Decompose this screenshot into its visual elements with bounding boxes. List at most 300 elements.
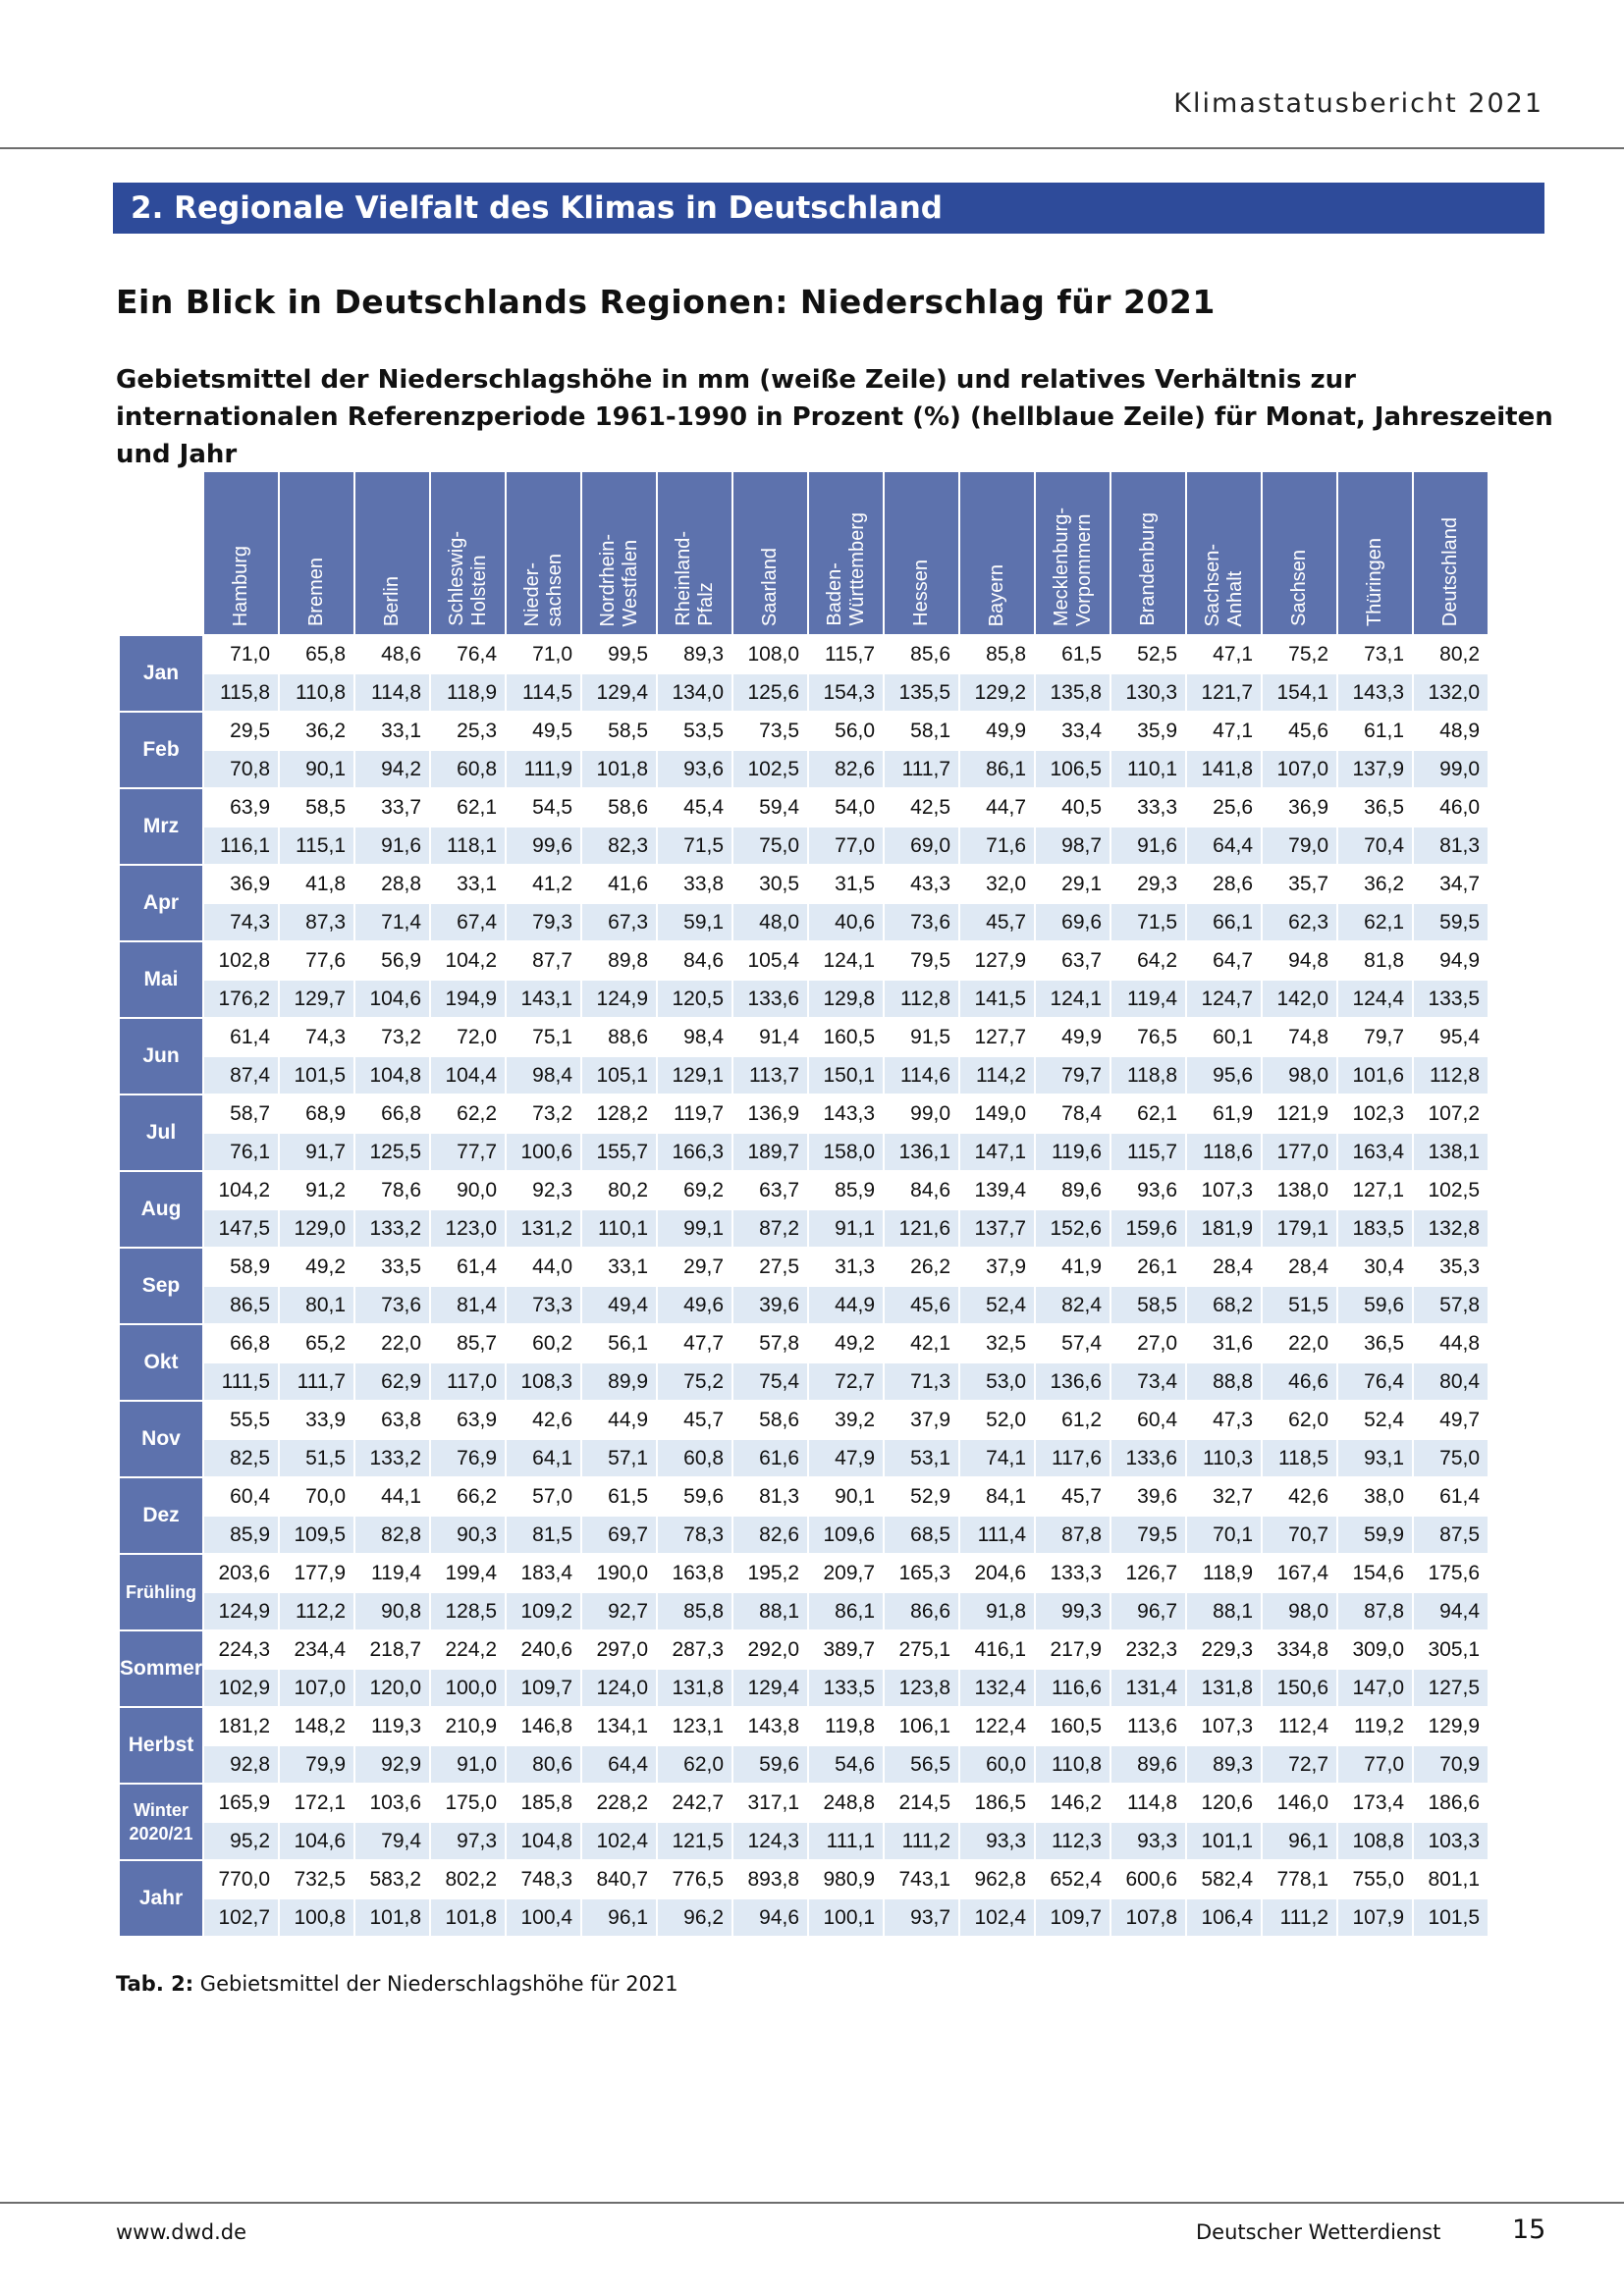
table-cell: 600,6 bbox=[1111, 1861, 1185, 1897]
table-cell: 68,9 bbox=[280, 1095, 353, 1132]
table-cell: 195,2 bbox=[733, 1555, 807, 1591]
column-header-label: Nordrhein- Westfalen bbox=[596, 533, 641, 626]
table-cell: 172,1 bbox=[280, 1785, 353, 1821]
table-cell: 137,7 bbox=[960, 1210, 1034, 1247]
table-cell: 86,5 bbox=[204, 1287, 278, 1323]
table-cell: 131,8 bbox=[658, 1670, 731, 1706]
table-cell: 141,5 bbox=[960, 981, 1034, 1017]
table-cell: 204,6 bbox=[960, 1555, 1034, 1591]
column-header-label: Bayern bbox=[986, 563, 1008, 626]
table-cell: 123,8 bbox=[885, 1670, 958, 1706]
table-cell: 102,5 bbox=[733, 751, 807, 787]
row-header: Sep bbox=[120, 1249, 202, 1323]
table-cell: 44,9 bbox=[582, 1402, 656, 1438]
table-cell: 44,8 bbox=[1414, 1325, 1488, 1362]
table-row-percent bbox=[120, 1363, 1488, 1400]
table-cell: 73,4 bbox=[1111, 1363, 1185, 1400]
table-cell: 49,2 bbox=[809, 1325, 883, 1362]
table-cell: 44,9 bbox=[809, 1287, 883, 1323]
column-header-label: Hessen bbox=[910, 560, 933, 626]
column-header-label: Baden- Württemberg bbox=[823, 512, 868, 626]
table-cell: 109,2 bbox=[507, 1593, 580, 1629]
table-cell: 127,1 bbox=[1338, 1172, 1412, 1208]
table-row-percent bbox=[120, 1746, 1488, 1783]
table-cell: 61,5 bbox=[1036, 636, 1110, 672]
column-header bbox=[809, 472, 883, 634]
table-cell: 111,9 bbox=[507, 751, 580, 787]
table-cell: 203,6 bbox=[204, 1555, 278, 1591]
table-cell: 62,2 bbox=[431, 1095, 505, 1132]
table-cell: 82,3 bbox=[582, 828, 656, 864]
table-cell: 121,5 bbox=[658, 1823, 731, 1859]
table-cell: 119,2 bbox=[1338, 1708, 1412, 1744]
column-header bbox=[1187, 472, 1261, 634]
table-cell: 77,6 bbox=[280, 942, 353, 979]
table-cell: 91,0 bbox=[431, 1746, 505, 1783]
table-row-mm bbox=[120, 1249, 1488, 1285]
table-cell: 59,6 bbox=[733, 1746, 807, 1783]
table-cell: 74,3 bbox=[204, 904, 278, 940]
table-cell: 165,3 bbox=[885, 1555, 958, 1591]
table-cell: 61,2 bbox=[1036, 1402, 1110, 1438]
table-cell: 101,8 bbox=[431, 1899, 505, 1936]
table-cell: 91,2 bbox=[280, 1172, 353, 1208]
table-cell: 119,6 bbox=[1036, 1134, 1110, 1170]
table-cell: 44,1 bbox=[355, 1478, 429, 1515]
row-header: Frühling bbox=[120, 1555, 202, 1629]
table-cell: 76,1 bbox=[204, 1134, 278, 1170]
page-subtitle: Ein Blick in Deutschlands Regionen: Niederschlag für 2021 bbox=[116, 283, 1216, 321]
table-cell: 70,8 bbox=[204, 751, 278, 787]
table-cell: 73,2 bbox=[355, 1019, 429, 1055]
table-cell: 88,8 bbox=[1187, 1363, 1261, 1400]
table-cell: 59,9 bbox=[1338, 1517, 1412, 1553]
table-cell: 47,9 bbox=[809, 1440, 883, 1476]
table-cell: 111,2 bbox=[885, 1823, 958, 1859]
table-cell: 134,0 bbox=[658, 674, 731, 711]
table-cell: 177,9 bbox=[280, 1555, 353, 1591]
table-cell: 49,2 bbox=[280, 1249, 353, 1285]
table-cell: 79,7 bbox=[1338, 1019, 1412, 1055]
table-cell: 67,3 bbox=[582, 904, 656, 940]
table-cell: 85,8 bbox=[960, 636, 1034, 672]
column-header bbox=[582, 472, 656, 634]
table-cell: 81,8 bbox=[1338, 942, 1412, 979]
table-cell: 104,2 bbox=[431, 942, 505, 979]
table-cell: 42,5 bbox=[885, 789, 958, 826]
table-cell: 112,3 bbox=[1036, 1823, 1110, 1859]
table-cell: 39,6 bbox=[733, 1287, 807, 1323]
column-header bbox=[733, 472, 807, 634]
table-row-percent bbox=[120, 1210, 1488, 1247]
table-cell: 240,6 bbox=[507, 1631, 580, 1668]
table-cell: 117,6 bbox=[1036, 1440, 1110, 1476]
table-cell: 91,7 bbox=[280, 1134, 353, 1170]
table-row-mm bbox=[120, 1555, 1488, 1591]
table-cell: 101,5 bbox=[280, 1057, 353, 1094]
table-cell: 82,6 bbox=[733, 1517, 807, 1553]
table-cell: 106,5 bbox=[1036, 751, 1110, 787]
table-cell: 80,2 bbox=[1414, 636, 1488, 672]
table-cell: 33,9 bbox=[280, 1402, 353, 1438]
table-cell: 77,0 bbox=[809, 828, 883, 864]
table-cell: 209,7 bbox=[809, 1555, 883, 1591]
table-cell: 52,9 bbox=[885, 1478, 958, 1515]
table-cell: 68,2 bbox=[1187, 1287, 1261, 1323]
table-cell: 64,2 bbox=[1111, 942, 1185, 979]
table-cell: 109,7 bbox=[507, 1670, 580, 1706]
table-cell: 71,3 bbox=[885, 1363, 958, 1400]
table-row-percent bbox=[120, 1134, 1488, 1170]
table-cell: 90,1 bbox=[809, 1478, 883, 1515]
table-cell: 31,5 bbox=[809, 866, 883, 902]
table-cell: 166,3 bbox=[658, 1134, 731, 1170]
table-cell: 45,7 bbox=[1036, 1478, 1110, 1515]
table-cell: 37,9 bbox=[960, 1249, 1034, 1285]
table-cell: 146,8 bbox=[507, 1708, 580, 1744]
table-row-mm bbox=[120, 1631, 1488, 1668]
table-cell: 85,8 bbox=[658, 1593, 731, 1629]
row-header: Feb bbox=[120, 713, 202, 787]
table-cell: 36,2 bbox=[280, 713, 353, 749]
table-cell: 59,6 bbox=[658, 1478, 731, 1515]
table-description: Gebietsmittel der Niederschlagshöhe in mm (weiße Zeile) und relatives Verhältnis zur internationalen Referenzperiode 1961-1990 in Prozent (%) (hellblaue Zeile) für Monat, Jahreszeiten und Jahr bbox=[116, 365, 1553, 469]
table-cell: 176,2 bbox=[204, 981, 278, 1017]
table-cell: 136,9 bbox=[733, 1095, 807, 1132]
row-header: Nov bbox=[120, 1402, 202, 1476]
table-cell: 91,4 bbox=[733, 1019, 807, 1055]
table-cell: 109,7 bbox=[1036, 1899, 1110, 1936]
table-cell: 61,4 bbox=[204, 1019, 278, 1055]
table-cell: 96,1 bbox=[582, 1899, 656, 1936]
page-number: 15 bbox=[1512, 2215, 1546, 2245]
table-cell: 94,8 bbox=[1263, 942, 1336, 979]
table-cell: 61,4 bbox=[1414, 1478, 1488, 1515]
column-header-label: Nieder- sachsen bbox=[520, 553, 566, 626]
table-cell: 124,7 bbox=[1187, 981, 1261, 1017]
table-cell: 80,2 bbox=[582, 1172, 656, 1208]
table-cell: 317,1 bbox=[733, 1785, 807, 1821]
table-row-mm bbox=[120, 636, 1488, 672]
table-cell: 150,6 bbox=[1263, 1670, 1336, 1706]
table-cell: 104,6 bbox=[280, 1823, 353, 1859]
table-cell: 47,1 bbox=[1187, 713, 1261, 749]
table-cell: 117,0 bbox=[431, 1363, 505, 1400]
table-cell: 106,1 bbox=[885, 1708, 958, 1744]
column-header-label: Bremen bbox=[305, 557, 328, 626]
table-cell: 732,5 bbox=[280, 1861, 353, 1897]
table-cell: 129,1 bbox=[658, 1057, 731, 1094]
table-cell: 583,2 bbox=[355, 1861, 429, 1897]
table-cell: 112,8 bbox=[885, 981, 958, 1017]
table-cell: 74,3 bbox=[280, 1019, 353, 1055]
table-cell: 163,8 bbox=[658, 1555, 731, 1591]
table-cell: 63,9 bbox=[431, 1402, 505, 1438]
table-cell: 70,7 bbox=[1263, 1517, 1336, 1553]
column-header bbox=[658, 472, 731, 634]
table-cell: 32,5 bbox=[960, 1325, 1034, 1362]
table-cell: 67,4 bbox=[431, 904, 505, 940]
footer-website: www.dwd.de bbox=[116, 2220, 247, 2244]
table-cell: 115,1 bbox=[280, 828, 353, 864]
table-cell: 27,5 bbox=[733, 1249, 807, 1285]
column-header-label: Thüringen bbox=[1364, 537, 1386, 626]
table-cell: 48,0 bbox=[733, 904, 807, 940]
table-cell: 129,0 bbox=[280, 1210, 353, 1247]
table-cell: 75,0 bbox=[733, 828, 807, 864]
table-cell: 46,6 bbox=[1263, 1363, 1336, 1400]
table-cell: 69,7 bbox=[582, 1517, 656, 1553]
table-cell: 41,2 bbox=[507, 866, 580, 902]
table-cell: 416,1 bbox=[960, 1631, 1034, 1668]
table-cell: 104,4 bbox=[431, 1057, 505, 1094]
table-cell: 118,1 bbox=[431, 828, 505, 864]
table-cell: 54,5 bbox=[507, 789, 580, 826]
table-cell: 82,5 bbox=[204, 1440, 278, 1476]
table-cell: 49,9 bbox=[1036, 1019, 1110, 1055]
table-cell: 62,1 bbox=[431, 789, 505, 826]
table-cell: 93,1 bbox=[1338, 1440, 1412, 1476]
row-header: Herbst bbox=[120, 1708, 202, 1783]
table-cell: 776,5 bbox=[658, 1861, 731, 1897]
table-cell: 79,0 bbox=[1263, 828, 1336, 864]
table-cell: 141,8 bbox=[1187, 751, 1261, 787]
table-cell: 80,1 bbox=[280, 1287, 353, 1323]
table-cell: 389,7 bbox=[809, 1631, 883, 1668]
table-cell: 58,1 bbox=[885, 713, 958, 749]
table-cell: 173,4 bbox=[1338, 1785, 1412, 1821]
table-cell: 75,0 bbox=[1414, 1440, 1488, 1476]
table-cell: 73,6 bbox=[885, 904, 958, 940]
table-cell: 57,0 bbox=[507, 1478, 580, 1515]
table-cell: 133,5 bbox=[1414, 981, 1488, 1017]
table-cell: 77,7 bbox=[431, 1134, 505, 1170]
table-cell: 60,0 bbox=[960, 1746, 1034, 1783]
table-row-percent bbox=[120, 674, 1488, 711]
table-cell: 234,4 bbox=[280, 1631, 353, 1668]
table-cell: 33,5 bbox=[355, 1249, 429, 1285]
table-cell: 28,8 bbox=[355, 866, 429, 902]
table-cell: 32,7 bbox=[1187, 1478, 1261, 1515]
table-cell: 133,2 bbox=[355, 1210, 429, 1247]
table-cell: 25,6 bbox=[1187, 789, 1261, 826]
table-cell: 748,3 bbox=[507, 1861, 580, 1897]
table-cell: 85,7 bbox=[431, 1325, 505, 1362]
table-row-percent bbox=[120, 1899, 1488, 1936]
table-row-mm bbox=[120, 1172, 1488, 1208]
table-cell: 159,6 bbox=[1111, 1210, 1185, 1247]
table-cell: 778,1 bbox=[1263, 1861, 1336, 1897]
table-cell: 73,5 bbox=[733, 713, 807, 749]
table-cell: 190,0 bbox=[582, 1555, 656, 1591]
table-cell: 124,3 bbox=[733, 1823, 807, 1859]
header-divider bbox=[0, 147, 1624, 149]
table-cell: 135,5 bbox=[885, 674, 958, 711]
table-cell: 124,0 bbox=[582, 1670, 656, 1706]
table-cell: 94,6 bbox=[733, 1899, 807, 1936]
table-cell: 65,8 bbox=[280, 636, 353, 672]
table-cell: 755,0 bbox=[1338, 1861, 1412, 1897]
table-cell: 110,1 bbox=[1111, 751, 1185, 787]
table-caption bbox=[116, 1972, 678, 1996]
table-cell: 87,3 bbox=[280, 904, 353, 940]
table-cell: 133,5 bbox=[809, 1670, 883, 1706]
table-cell: 127,5 bbox=[1414, 1670, 1488, 1706]
table-cell: 46,0 bbox=[1414, 789, 1488, 826]
table-cell: 94,2 bbox=[355, 751, 429, 787]
table-cell: 154,3 bbox=[809, 674, 883, 711]
table-cell: 62,3 bbox=[1263, 904, 1336, 940]
table-cell: 35,3 bbox=[1414, 1249, 1488, 1285]
table-cell: 962,8 bbox=[960, 1861, 1034, 1897]
table-cell: 29,7 bbox=[658, 1249, 731, 1285]
table-cell: 87,5 bbox=[1414, 1517, 1488, 1553]
table-cell: 63,8 bbox=[355, 1402, 429, 1438]
table-cell: 79,9 bbox=[280, 1746, 353, 1783]
table-cell: 84,1 bbox=[960, 1478, 1034, 1515]
table-cell: 82,8 bbox=[355, 1517, 429, 1553]
table-cell: 82,6 bbox=[809, 751, 883, 787]
table-cell: 28,6 bbox=[1187, 866, 1261, 902]
table-cell: 143,1 bbox=[507, 981, 580, 1017]
table-cell: 94,9 bbox=[1414, 942, 1488, 979]
table-cell: 143,3 bbox=[1338, 674, 1412, 711]
table-cell: 60,4 bbox=[1111, 1402, 1185, 1438]
table-cell: 122,4 bbox=[960, 1708, 1034, 1744]
table-cell: 40,6 bbox=[809, 904, 883, 940]
table-cell: 770,0 bbox=[204, 1861, 278, 1897]
table-cell: 104,6 bbox=[355, 981, 429, 1017]
table-cell: 129,7 bbox=[280, 981, 353, 1017]
table-cell: 133,2 bbox=[355, 1440, 429, 1476]
table-cell: 95,2 bbox=[204, 1823, 278, 1859]
table-row-mm bbox=[120, 1785, 1488, 1821]
table-row-mm bbox=[120, 1019, 1488, 1055]
table-cell: 74,1 bbox=[960, 1440, 1034, 1476]
table-cell: 51,5 bbox=[280, 1440, 353, 1476]
table-cell: 124,1 bbox=[809, 942, 883, 979]
table-cell: 86,1 bbox=[809, 1593, 883, 1629]
table-cell: 119,3 bbox=[355, 1708, 429, 1744]
table-cell: 56,0 bbox=[809, 713, 883, 749]
table-cell: 980,9 bbox=[809, 1861, 883, 1897]
table-cell: 71,0 bbox=[204, 636, 278, 672]
table-cell: 185,8 bbox=[507, 1785, 580, 1821]
table-cell: 73,2 bbox=[507, 1095, 580, 1132]
table-cell: 57,8 bbox=[733, 1325, 807, 1362]
precipitation-table bbox=[118, 470, 1489, 1938]
table-cell: 100,4 bbox=[507, 1899, 580, 1936]
table-cell: 334,8 bbox=[1263, 1631, 1336, 1668]
table-cell: 79,7 bbox=[1036, 1057, 1110, 1094]
row-header: Winter 2020/21 bbox=[120, 1785, 202, 1859]
table-cell: 62,0 bbox=[1263, 1402, 1336, 1438]
table-cell: 102,8 bbox=[204, 942, 278, 979]
table-cell: 42,1 bbox=[885, 1325, 958, 1362]
table-cell: 93,6 bbox=[1111, 1172, 1185, 1208]
table-cell: 75,4 bbox=[733, 1363, 807, 1400]
table-cell: 107,9 bbox=[1338, 1899, 1412, 1936]
table-cell: 124,1 bbox=[1036, 981, 1110, 1017]
table-cell: 79,5 bbox=[1111, 1517, 1185, 1553]
table-cell: 72,7 bbox=[809, 1363, 883, 1400]
table-cell: 36,2 bbox=[1338, 866, 1412, 902]
table-cell: 149,0 bbox=[960, 1095, 1034, 1132]
table-cell: 33,7 bbox=[355, 789, 429, 826]
table-cell: 61,5 bbox=[582, 1478, 656, 1515]
table-cell: 29,5 bbox=[204, 713, 278, 749]
table-cell: 81,5 bbox=[507, 1517, 580, 1553]
table-cell: 101,6 bbox=[1338, 1057, 1412, 1094]
table-cell: 58,5 bbox=[280, 789, 353, 826]
table-row-mm bbox=[120, 1095, 1488, 1132]
column-header-label: Berlin bbox=[381, 575, 404, 626]
table-cell: 73,6 bbox=[355, 1287, 429, 1323]
table-cell: 54,6 bbox=[809, 1746, 883, 1783]
table-row-mm bbox=[120, 1708, 1488, 1744]
table-cell: 801,1 bbox=[1414, 1861, 1488, 1897]
table-cell: 48,6 bbox=[355, 636, 429, 672]
table-cell: 181,2 bbox=[204, 1708, 278, 1744]
table-cell: 96,2 bbox=[658, 1899, 731, 1936]
table-cell: 77,0 bbox=[1338, 1746, 1412, 1783]
table-cell: 36,5 bbox=[1338, 789, 1412, 826]
table-cell: 131,8 bbox=[1187, 1670, 1261, 1706]
footer-publisher: Deutscher Wetterdienst bbox=[1196, 2220, 1441, 2244]
table-cell: 98,7 bbox=[1036, 828, 1110, 864]
table-cell: 85,9 bbox=[809, 1172, 883, 1208]
table-cell: 62,0 bbox=[658, 1746, 731, 1783]
table-cell: 33,8 bbox=[658, 866, 731, 902]
table-row-mm bbox=[120, 1861, 1488, 1897]
table-cell: 38,0 bbox=[1338, 1478, 1412, 1515]
table-cell: 102,7 bbox=[204, 1899, 278, 1936]
table-cell: 33,3 bbox=[1111, 789, 1185, 826]
table-cell: 150,1 bbox=[809, 1057, 883, 1094]
column-header bbox=[1414, 472, 1488, 634]
table-cell: 71,0 bbox=[507, 636, 580, 672]
column-header bbox=[431, 472, 505, 634]
table-cell: 91,5 bbox=[885, 1019, 958, 1055]
table-cell: 47,3 bbox=[1187, 1402, 1261, 1438]
table-cell: 58,6 bbox=[582, 789, 656, 826]
table-cell: 139,4 bbox=[960, 1172, 1034, 1208]
table-cell: 107,0 bbox=[280, 1670, 353, 1706]
table-cell: 71,5 bbox=[1111, 904, 1185, 940]
table-cell: 30,4 bbox=[1338, 1249, 1412, 1285]
table-cell: 35,9 bbox=[1111, 713, 1185, 749]
table-row-percent bbox=[120, 1287, 1488, 1323]
table-cell: 47,7 bbox=[658, 1325, 731, 1362]
table-row-percent bbox=[120, 904, 1488, 940]
table-cell: 78,3 bbox=[658, 1517, 731, 1553]
table-cell: 30,5 bbox=[733, 866, 807, 902]
table-cell: 64,1 bbox=[507, 1440, 580, 1476]
table-cell: 107,3 bbox=[1187, 1172, 1261, 1208]
table-cell: 134,1 bbox=[582, 1708, 656, 1744]
table-cell: 73,3 bbox=[507, 1287, 580, 1323]
table-cell: 96,7 bbox=[1111, 1593, 1185, 1629]
table-cell: 132,4 bbox=[960, 1670, 1034, 1706]
row-header: Mrz bbox=[120, 789, 202, 864]
table-cell: 33,1 bbox=[431, 866, 505, 902]
table-cell: 65,2 bbox=[280, 1325, 353, 1362]
table-cell: 61,9 bbox=[1187, 1095, 1261, 1132]
table-cell: 71,6 bbox=[960, 828, 1034, 864]
table-cell: 114,2 bbox=[960, 1057, 1034, 1094]
table-cell: 85,6 bbox=[885, 636, 958, 672]
table-cell: 63,7 bbox=[733, 1172, 807, 1208]
